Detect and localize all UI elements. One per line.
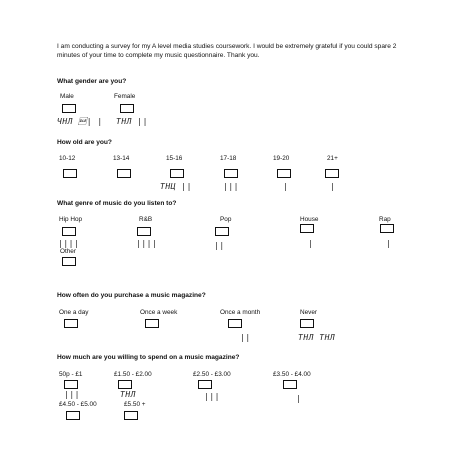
option-label-50p-1: 50p - £1 [59, 371, 83, 378]
option-label-rap: Rap [379, 216, 391, 223]
question-genre: What genre of music do you listen to? [57, 200, 177, 207]
survey-intro: I am conducting a survey for my A level media studies coursework. I would be extremely grateful if you could spare 2 minutes of your time to complete my music questionnaire. Thank you. [57, 43, 397, 59]
checkbox-15-16[interactable] [170, 169, 184, 178]
tally-19-20: | [283, 182, 289, 191]
option-label-13-14: 13-14 [113, 155, 130, 162]
checkbox-never[interactable] [300, 319, 314, 328]
tally-rnb: |||| [136, 239, 158, 248]
tally-50p-1: ||| [64, 390, 80, 399]
option-label-10-12: 10-12 [59, 155, 76, 162]
option-label-hip-hop: Hip Hop [59, 216, 83, 223]
tally-3-50-4-00: | [296, 394, 302, 403]
tally-2-50-3-00: ||| [204, 392, 220, 401]
option-label-15-16: 15-16 [166, 155, 183, 162]
tally-17-18: ||| [223, 182, 239, 191]
tally-hip-hop: |||| [58, 239, 80, 248]
tally-rap: | [386, 239, 392, 248]
option-label-once-a-week: Once a week [140, 309, 178, 316]
checkbox-13-14[interactable] [117, 169, 131, 178]
question-gender: What gender are you? [57, 78, 127, 85]
option-label-1-50-2-00: £1.50 - £2.00 [114, 371, 152, 378]
option-label-house: House [300, 216, 319, 223]
checkbox-hip-hop[interactable] [62, 227, 76, 236]
option-label-once-a-month: Once a month [220, 309, 261, 316]
option-label-2-50-3-00: £2.50 - £3.00 [193, 371, 231, 378]
question-age: How old are you? [57, 139, 112, 146]
option-label-one-a-day: One a day [59, 309, 89, 316]
tally-female: ТНЛ || [116, 117, 148, 126]
question-price: How much are you willing to spend on a music magazine? [57, 354, 240, 361]
checkbox-once-a-week[interactable] [145, 319, 159, 328]
option-label-pop: Pop [220, 216, 232, 223]
option-label-21-plus: 21+ [327, 155, 338, 162]
tally-21-plus: | [330, 182, 336, 191]
checkbox-50p-1[interactable] [64, 380, 78, 389]
option-label-male: Male [60, 93, 74, 100]
checkbox-other[interactable] [62, 257, 76, 266]
checkbox-3-50-4-00[interactable] [283, 380, 297, 389]
checkbox-once-a-month[interactable] [228, 319, 242, 328]
option-label-4-50-5-00: £4.50 - £5.00 [59, 401, 97, 408]
option-label-rnb: R&B [139, 216, 153, 223]
checkbox-2-50-3-00[interactable] [198, 380, 212, 389]
option-label-5-50-plus: £5.50 + [124, 401, 146, 408]
option-label-female: Female [114, 93, 136, 100]
tally-male: ЧНЛ | | [57, 117, 103, 126]
checkbox-female[interactable] [120, 104, 134, 113]
tally-never: ТНЛ ТНЛ [298, 333, 336, 342]
option-label-19-20: 19-20 [273, 155, 290, 162]
checkbox-rnb[interactable] [137, 227, 151, 236]
checkbox-17-18[interactable] [224, 169, 238, 178]
tally-15-16: ΤΗЦ || [160, 182, 192, 191]
checkbox-one-a-day[interactable] [64, 319, 78, 328]
checkbox-1-50-2-00[interactable] [118, 380, 132, 389]
tally-once-a-month: || [240, 333, 251, 342]
option-label-3-50-4-00: £3.50 - £4.00 [273, 371, 311, 378]
option-label-17-18: 17-18 [220, 155, 237, 162]
checkbox-rap[interactable] [380, 224, 394, 233]
checkbox-male[interactable] [62, 104, 76, 113]
tally-1-50-2-00: ТНЛ [120, 390, 136, 399]
tally-pop: || [214, 241, 225, 250]
tally-house: | [308, 239, 314, 248]
option-label-other: Other [60, 248, 76, 255]
checkbox-19-20[interactable] [277, 169, 291, 178]
checkbox-21-plus[interactable] [325, 169, 339, 178]
question-frequency: How often do you purchase a music magazine? [57, 292, 206, 299]
checkbox-5-50-plus[interactable] [124, 411, 138, 420]
checkbox-pop[interactable] [215, 227, 229, 236]
checkbox-4-50-5-00[interactable] [66, 411, 80, 420]
checkbox-house[interactable] [300, 224, 314, 233]
option-label-never: Never [300, 309, 318, 316]
checkbox-10-12[interactable] [63, 169, 77, 178]
